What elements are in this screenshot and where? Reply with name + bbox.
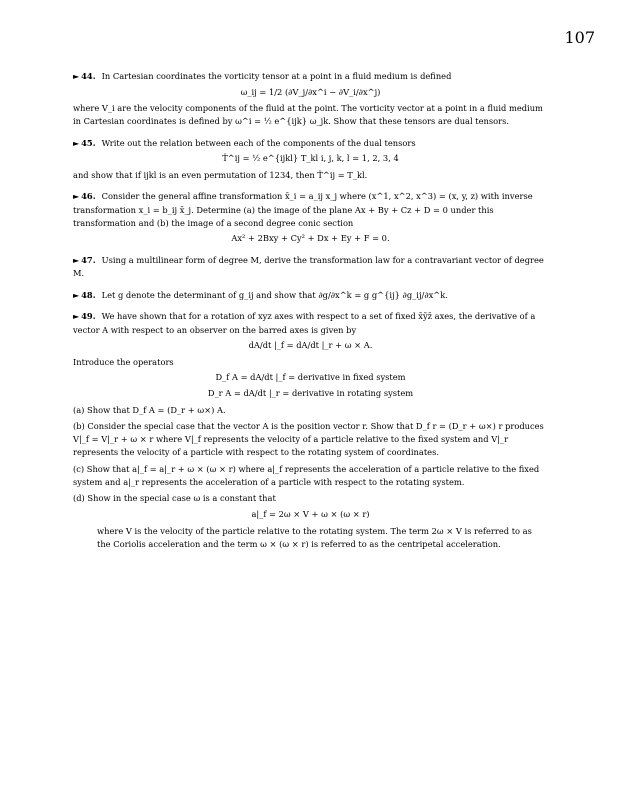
- part-b: (b) Consider the special case that the vector A is the position vector r. Show that D_f r = (D_r + ω×) r produces V|_f = V|_r + ω × r where V|_f represents the velocity of a particle relative to the fixed system and V|_r represents the velocity of a particle with respect to the rotating system of coordinates.: [73, 420, 544, 458]
- problem-number: 47.: [81, 254, 96, 265]
- problem-number: 44.: [81, 71, 96, 81]
- problem-48-text: ► 48. Let g denote the determinant of g_ij and show that ∂g/∂x^k = g g^{ij} ∂g_ij/∂x^k.: [73, 289, 448, 300]
- problem-44: [73, 70, 548, 129]
- problem-44-text-2: where V_i are the velocity components of the fluid at the point. The vorticity vector at a point in a fluid medium in Cartesian coordinates is defined by ω^i = ½ e^{ijk} ω_jk. Show that these tensors are dual tensors.: [73, 103, 543, 127]
- problems-content: [73, 70, 548, 559]
- page-number: 107: [564, 28, 595, 47]
- problem-48: [73, 289, 548, 303]
- problem-number: 48.: [81, 289, 96, 300]
- problem-49-equation-3: D_r A = dA/dt |_r = derivative in rotating system: [207, 388, 414, 399]
- problem-49-parts: [73, 404, 548, 506]
- problem-49-equation-1: dA/dt |_f = dA/dt |_r + ω × A.: [248, 340, 373, 351]
- problem-49-text: ► 49. We have shown that for a rotation of xyz axes with respect to a set of fixed x̄ȳz̄ axes, the derivative of a vector A with respect to an observer on the barred axes is given by: [73, 311, 536, 336]
- problem-49-text-3: where V is the velocity of the particle relative to the rotating system. The term 2ω × V is referred to as the Coriolis acceleration and the term ω × (ω × r) is referred to as the centripetal acceleration.: [97, 525, 532, 549]
- problem-46-text: ► 46. Consider the general affine transformation x̄_i = a_ij x_j where (x^1, x^2, x^3) = (x, y, z) with inverse transformation x_i = b_ij x̄_j. Determine (a) the image of the plane Ax + By + Cz + D = 0 under this transformation and (b) the image of a second degree conic section: [73, 190, 533, 228]
- problem-47-text: ► 47. Using a multilinear form of degree M, derive the transformation law for a contravariant vector of degree M.: [73, 254, 544, 279]
- part-c: (c) Show that a|_f = a|_r + ω × (ω × r) where a|_f represents the acceleration of a particle relative to the fixed system and a|_r represents the acceleration of a particle with respect to the rotating system.: [73, 463, 540, 487]
- problem-45-equation: T̂^ij = ½ e^{ijkl} T_kl i, j, k, l = 1, 2, 3, 4: [222, 153, 399, 164]
- part-d: (d) Show in the special case ω is a constant that: [73, 493, 276, 504]
- problem-45-text-2: and show that if ijkl is an even permutation of 1234, then T̂^ij = T_kl.: [73, 169, 368, 180]
- problem-49-equation-4: a|_f = 2ω × V + ω × (ω × r): [251, 509, 370, 520]
- problem-number: 46.: [81, 190, 96, 201]
- problem-49-text-2: Introduce the operators: [73, 356, 174, 367]
- problem-49: [73, 310, 548, 551]
- problem-number: 45.: [81, 137, 96, 148]
- problem-46-equation: Ax² + 2Bxy + Cy² + Dx + Ey + F = 0.: [231, 233, 390, 244]
- problem-44-equation: ω_ij = 1/2 (∂V_j/∂x^i − ∂V_i/∂x^j): [240, 86, 381, 97]
- problem-number: 49.: [81, 311, 96, 322]
- problem-44-text: ► 44. In Cartesian coordinates the vorticity tensor at a point in a fluid medium is defined: [73, 71, 452, 81]
- problem-45: [73, 137, 548, 182]
- problem-46: [73, 190, 548, 246]
- part-a: (a) Show that D_f A = (D_r + ω×) A.: [73, 404, 226, 415]
- problem-47: [73, 254, 548, 281]
- problem-45-text: ► 45. Write out the relation between each of the components of the dual tensors: [73, 137, 416, 148]
- problem-49-equation-2: D_f A = dA/dt |_f = derivative in fixed system: [215, 371, 406, 382]
